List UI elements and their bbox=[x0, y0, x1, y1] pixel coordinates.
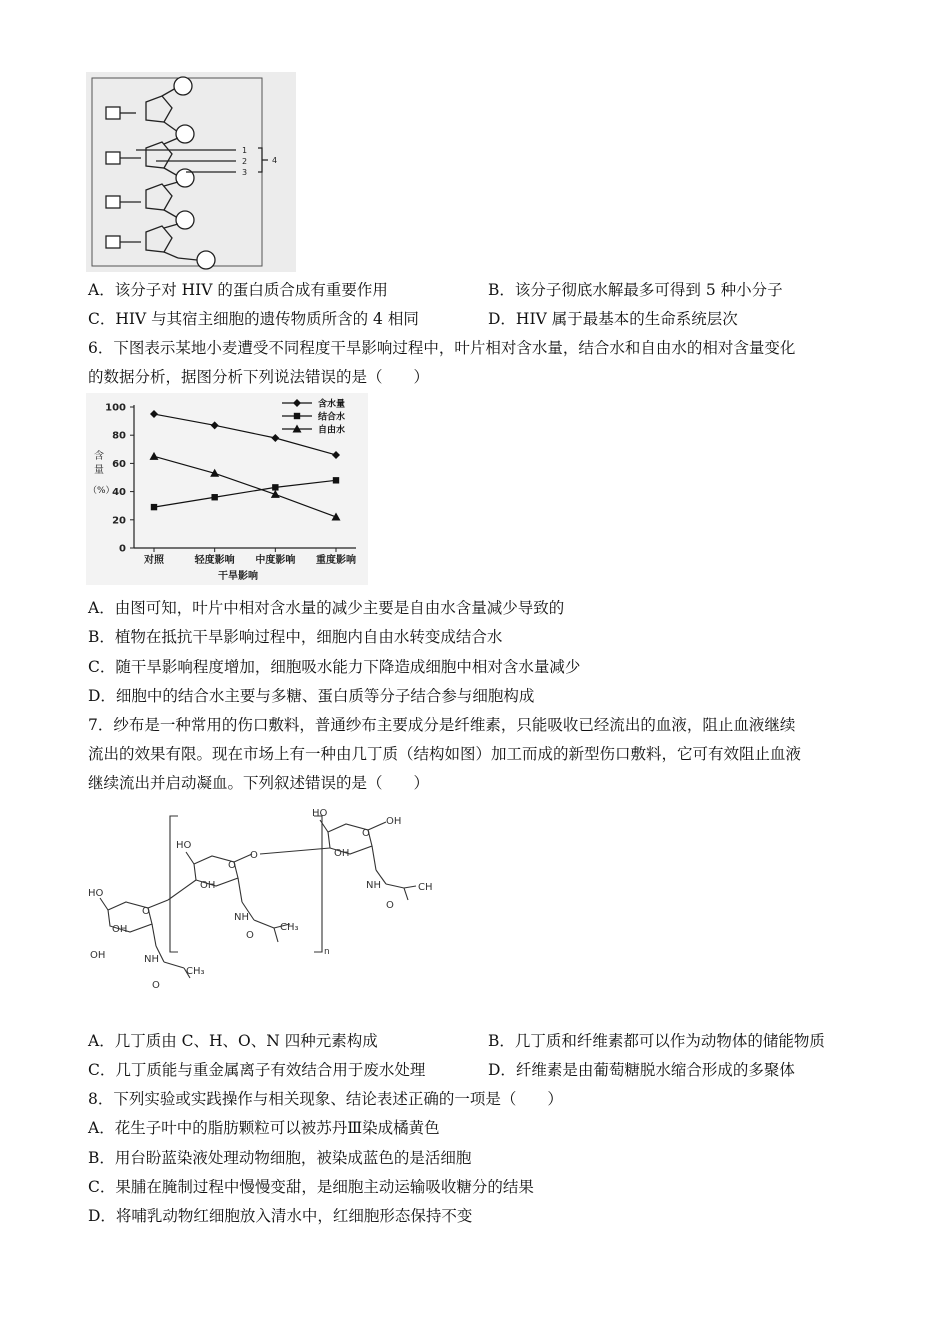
x-tick-label: 中度影响 bbox=[255, 555, 296, 566]
label-3: 3 bbox=[242, 168, 248, 177]
left-ho-label: HO bbox=[88, 888, 104, 899]
legend-label: 含水量 bbox=[318, 399, 346, 410]
mid-ho-label: HO bbox=[176, 840, 192, 851]
label-1: 1 bbox=[242, 146, 248, 155]
x-tick-label: 对照 bbox=[144, 555, 164, 566]
polymer-n: n bbox=[324, 947, 330, 957]
q6-option-d: D．细胞中的结合水主要与多糖、蛋白质等分子结合参与细胞构成 bbox=[88, 687, 535, 705]
square-point bbox=[211, 494, 217, 500]
right-oh2-label: OH bbox=[386, 816, 402, 827]
q6-option-c: C．随干旱影响程度增加，细胞吸水能力下降造成细胞中相对含水量减少 bbox=[88, 658, 581, 676]
left-oh-label: OH bbox=[112, 924, 128, 935]
mid-oh-label: OH bbox=[200, 880, 216, 891]
q7-stem-line3: 继续流出并启动凝血。下列叙述错误的是（ ） bbox=[88, 774, 430, 792]
mid-carbonyl-o: O bbox=[246, 930, 254, 941]
q7-option-a: A．几丁质由 C、H、O、N 四种元素构成 bbox=[88, 1032, 378, 1050]
chitin-structure-figure bbox=[86, 802, 446, 998]
y-label-char-3: （%） bbox=[88, 486, 115, 496]
glycosidic-o: O bbox=[250, 850, 258, 861]
label-2: 2 bbox=[242, 157, 248, 166]
mid-ch3-label: CH₃ bbox=[280, 922, 299, 933]
y-tick-label: 80 bbox=[112, 430, 126, 442]
q7-option-b: B．几丁质和纤维素都可以作为动物体的储能物质 bbox=[488, 1032, 825, 1050]
q7-stem-line2: 流出的效果有限。现在市场上有一种由几丁质（结构如图）加工而成的新型伤口敷料，它可有效阻止血液 bbox=[88, 745, 802, 763]
right-ho-label: HO bbox=[312, 808, 328, 819]
right-ring-o: O bbox=[362, 828, 370, 839]
right-ch-label: CH bbox=[418, 882, 433, 893]
right-nh-label: NH bbox=[366, 880, 381, 891]
q8-option-b: B．用台盼蓝染液处理动物细胞，被染成蓝色的是活细胞 bbox=[88, 1149, 472, 1167]
x-tick-label: 重度影响 bbox=[316, 555, 356, 566]
legend-label: 自由水 bbox=[318, 425, 346, 436]
square-point bbox=[272, 484, 278, 490]
right-oh-label: OH bbox=[334, 848, 350, 859]
q7-stem-line1: 7．纱布是一种常用的伤口敷料，普通纱布主要成分是纤维素，只能吸收已经流出的血液，阻止血液继续 bbox=[88, 716, 796, 734]
square-point bbox=[333, 477, 339, 483]
mid-ring-o: O bbox=[228, 860, 236, 871]
mid-nh-label: NH bbox=[234, 912, 249, 923]
left-carbonyl-o: O bbox=[152, 980, 160, 991]
q6-stem-line2: 的数据分析，据图分析下列说法错误的是（ ） bbox=[88, 368, 430, 386]
label-4: 4 bbox=[272, 156, 278, 165]
y-tick-label: 100 bbox=[105, 402, 126, 414]
left-nh-label: NH bbox=[144, 954, 159, 965]
square-point bbox=[294, 413, 300, 419]
left-ring-o: O bbox=[142, 906, 150, 917]
drought-line-chart bbox=[86, 393, 368, 585]
y-label-char-2: 量 bbox=[94, 465, 104, 476]
q6-option-a: A．由图可知，叶片中相对含水量的减少主要是自由水含量减少导致的 bbox=[88, 599, 565, 617]
q8-option-c: C．果脯在腌制过程中慢慢变甜，是细胞主动运输吸收糖分的结果 bbox=[88, 1178, 534, 1196]
left-oh2-label: OH bbox=[90, 950, 106, 961]
y-tick-label: 0 bbox=[119, 543, 126, 555]
q5-option-d: D．HIV 属于最基本的生命系统层次 bbox=[488, 310, 738, 328]
left-ch3-label: CH₃ bbox=[186, 966, 205, 977]
q6-stem-line1: 6．下图表示某地小麦遭受不同程度干旱影响过程中，叶片相对含水量，结合水和自由水的相对含量变化 bbox=[88, 339, 796, 357]
q7-option-d: D．纤维素是由葡萄糖脱水缩合形成的多聚体 bbox=[488, 1061, 795, 1079]
q8-option-a: A．花生子叶中的脂肪颗粒可以被苏丹Ⅲ染成橘黄色 bbox=[88, 1119, 440, 1137]
right-carbonyl-o: O bbox=[386, 900, 394, 911]
q8-option-d: D．将哺乳动物红细胞放入清水中，红细胞形态保持不变 bbox=[88, 1207, 473, 1225]
q7-option-c: C．几丁质能与重金属离子有效结合用于废水处理 bbox=[88, 1061, 426, 1079]
q5-option-c: C．HIV 与其宿主细胞的遗传物质所含的 4 相同 bbox=[88, 310, 419, 328]
q5-option-b: B．该分子彻底水解最多可得到 5 种小分子 bbox=[488, 281, 783, 299]
x-tick-label: 轻度影响 bbox=[194, 555, 235, 566]
y-tick-label: 60 bbox=[112, 458, 126, 470]
x-axis-label: 干旱影响 bbox=[218, 571, 258, 582]
square-point bbox=[151, 504, 157, 510]
q8-stem: 8．下列实验或实践操作与相关现象、结论表述正确的一项是（ ） bbox=[88, 1090, 563, 1108]
q6-option-b: B．植物在抵抗干旱影响过程中，细胞内自由水转变成结合水 bbox=[88, 628, 503, 646]
y-tick-label: 40 bbox=[112, 487, 126, 499]
y-tick-label: 20 bbox=[112, 515, 126, 527]
rna-structure-figure bbox=[86, 72, 296, 272]
q5-option-a: A．该分子对 HIV 的蛋白质合成有重要作用 bbox=[88, 281, 388, 299]
y-label-char-1: 含 bbox=[94, 451, 104, 462]
legend-label: 结合水 bbox=[318, 412, 346, 423]
